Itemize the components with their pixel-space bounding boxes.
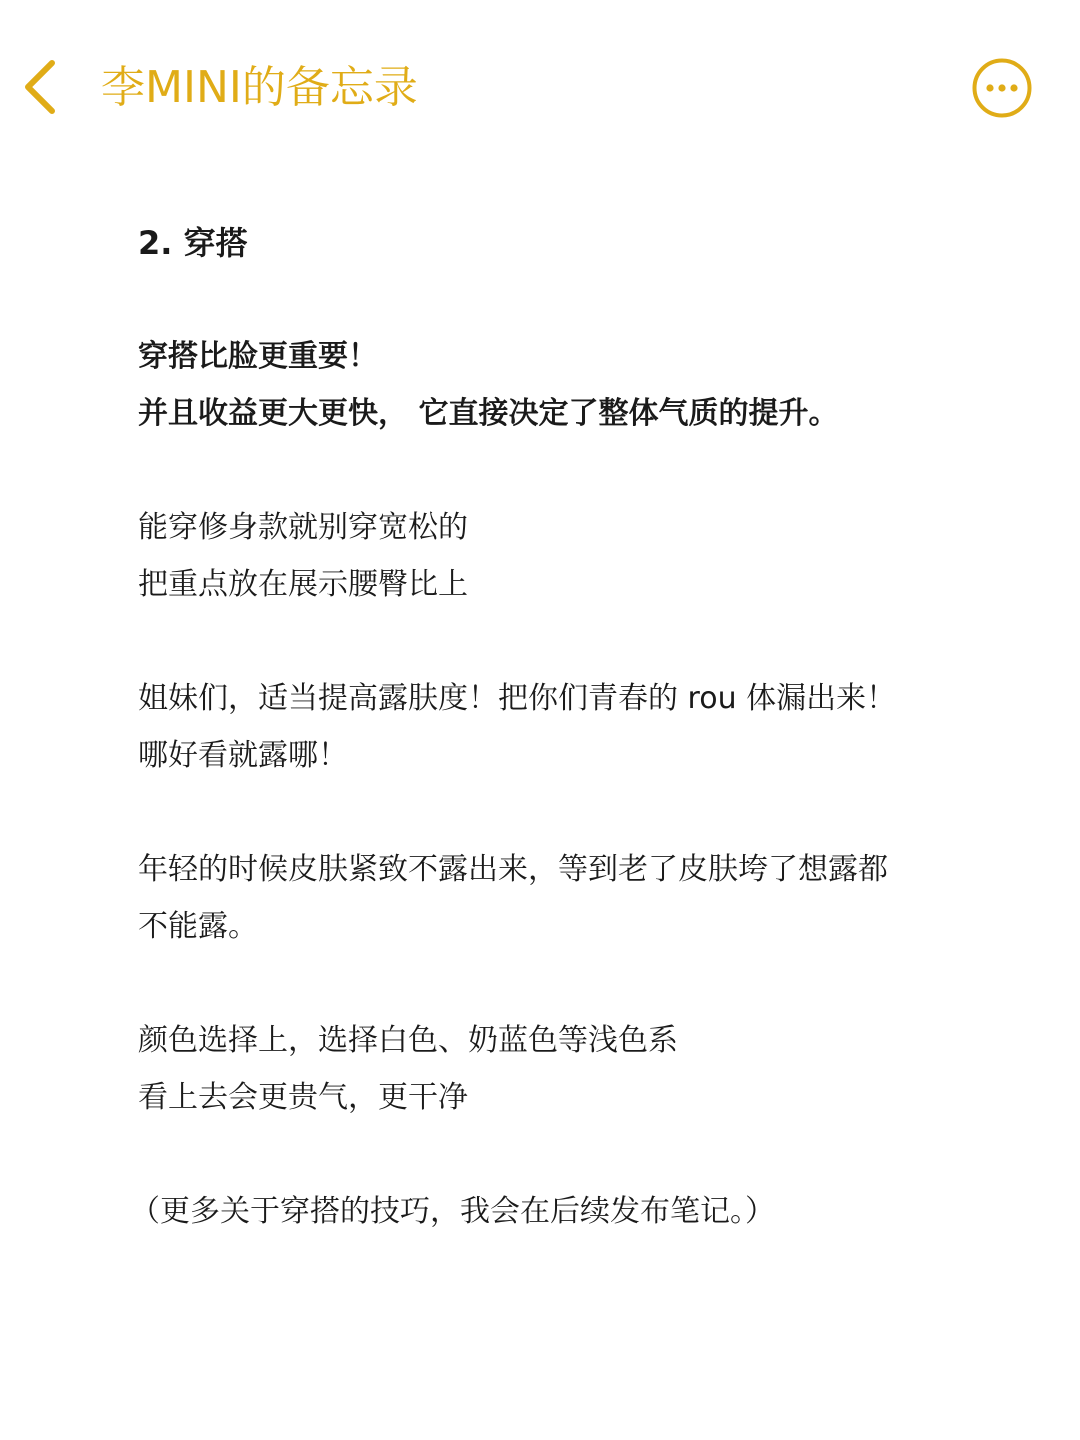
- text-line: 颜色选择上，选择白色、奶蓝色等浅色系: [138, 1023, 678, 1058]
- page-title: 李MINI的备忘录: [101, 62, 418, 113]
- text-line: 把重点放在展示腰臀比上: [138, 567, 468, 602]
- paragraph-emphasis: [138, 328, 998, 442]
- text-line: 并且收益更大更快， 它直接决定了整体气质的提升。: [138, 396, 839, 431]
- text-line: （更多关于穿搭的技巧，我会在后续发布笔记。）: [130, 1194, 775, 1229]
- note-body: [130, 215, 998, 1240]
- spacer: [138, 1126, 998, 1183]
- spacer: [138, 613, 998, 670]
- chevron-left-icon: [14, 55, 68, 119]
- text-line: 哪好看就露哪！: [138, 738, 348, 773]
- paragraph-skin-exposure: [138, 670, 998, 784]
- more-options-button[interactable]: [971, 57, 1033, 119]
- section-title: 2. 穿搭: [138, 224, 248, 262]
- more-horizontal-circle-icon: [971, 57, 1033, 119]
- spacer: [138, 442, 998, 499]
- text-line: 能穿修身款就别穿宽松的: [138, 510, 468, 545]
- back-button[interactable]: [14, 55, 68, 119]
- text-line: 年轻的时候皮肤紧致不露出来，等到老了皮肤垮了想露都: [138, 852, 888, 887]
- spacer: [138, 784, 998, 841]
- paragraph-footnote: [130, 1183, 998, 1240]
- text-line: 不能露。: [138, 909, 258, 944]
- paragraph-youth: [138, 841, 998, 955]
- spacer: [138, 955, 998, 1012]
- text-line: 看上去会更贵气，更干净: [138, 1080, 468, 1115]
- paragraph-colors: [138, 1012, 998, 1126]
- paragraph-fit: [138, 499, 998, 613]
- nav-bar: [0, 0, 1080, 175]
- spacer: [138, 271, 998, 328]
- text-line: 姐妹们，适当提高露肤度！把你们青春的 rou 体漏出来！: [138, 681, 897, 716]
- text-line: 穿搭比脸更重要！: [138, 339, 378, 374]
